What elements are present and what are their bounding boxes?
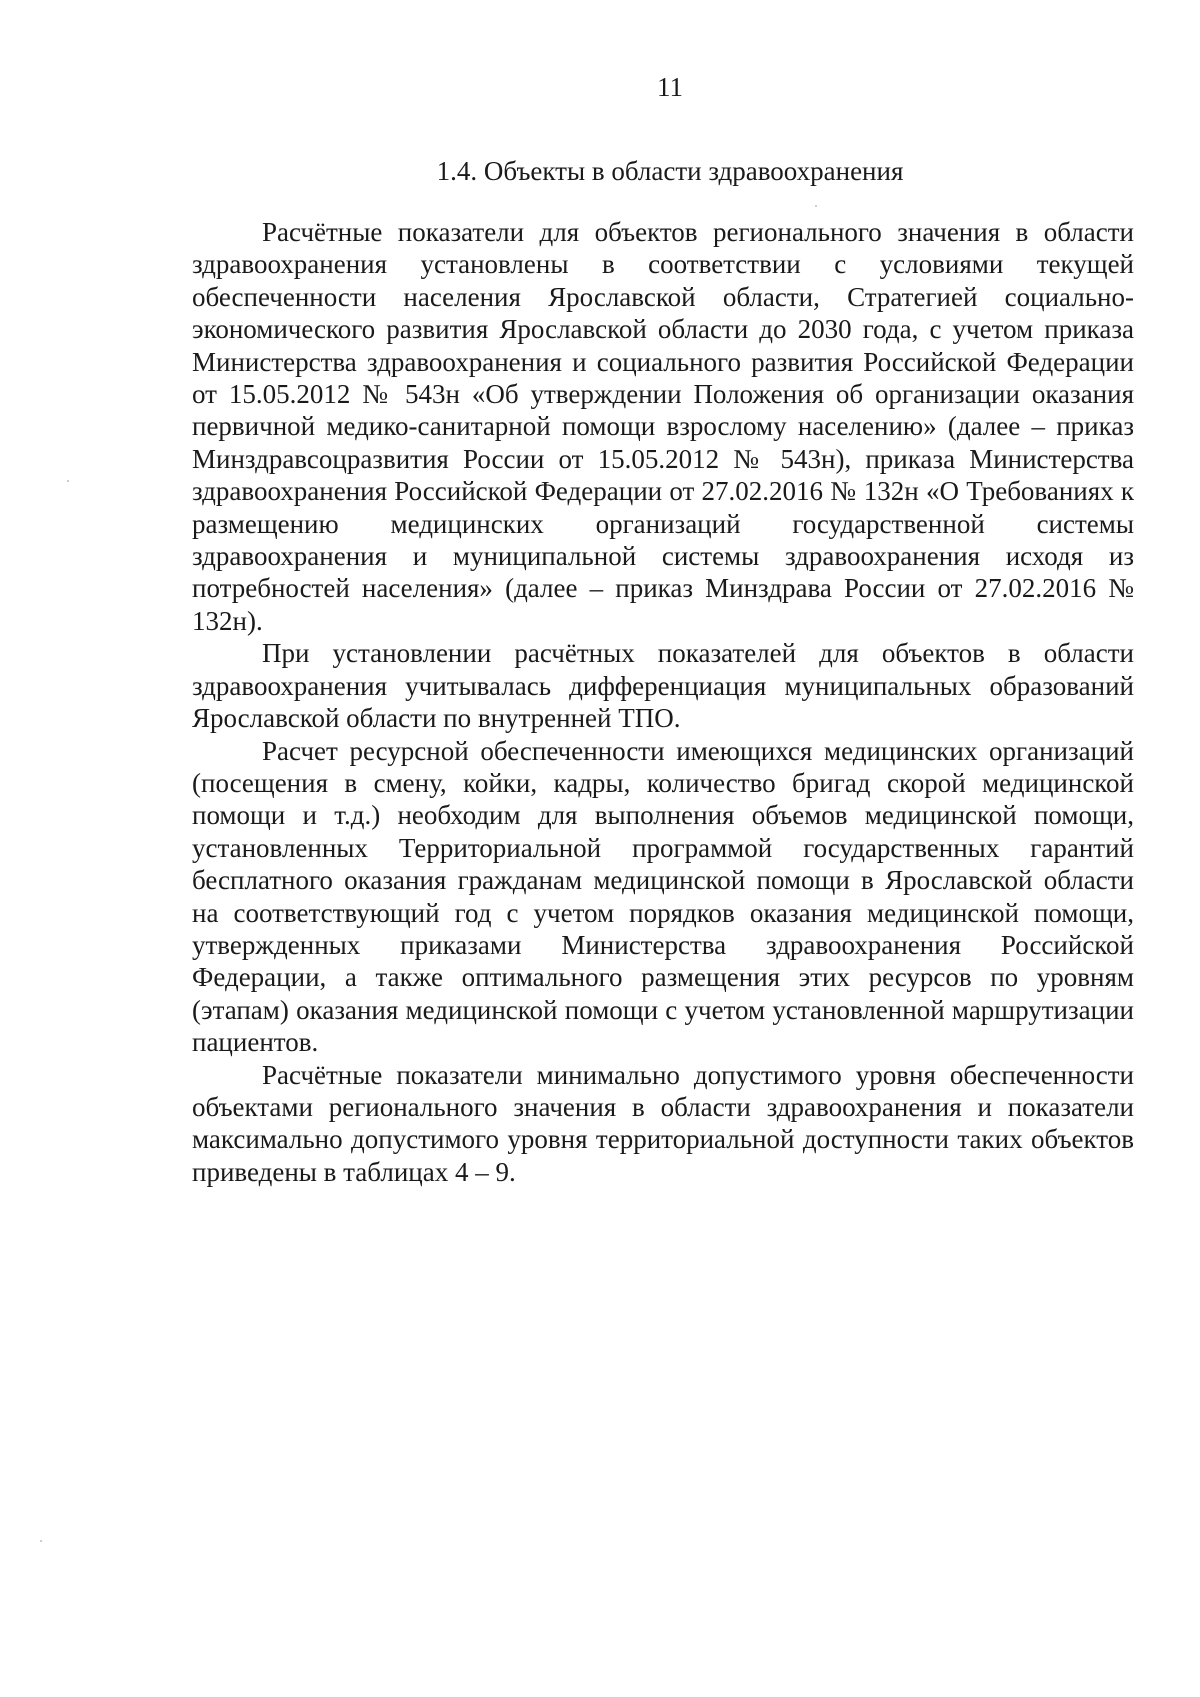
scan-speck — [815, 205, 817, 207]
scan-speck — [40, 1540, 42, 1542]
paragraph-2: При установлении расчётных показателей для объектов в области здравоохранения учитывалась дифференциация муниципальных образований Ярославской области по внутренней ТПО. — [192, 638, 1134, 734]
paragraph-3: Расчет ресурсной обеспеченности имеющихся медицинских организаций (посещения в смену, койки, кадры, количество бригад скорой медицинской помощи и т.д.) необходим для выполнения объемов медицинской помощи, установленных Территориальной программой государственных гарантий бесплатного оказания гражданам медицинской помощи в Ярославской области на соответствующий год с учетом порядков оказания медицинской помощи, утвержденных приказами Министерства здравоохранения Российской Федерации, а также оптимального размещения этих ресурсов по уровням (этапам) оказания медицинской помощи с учетом установленной маршрутизации пациентов. — [192, 735, 1134, 1058]
scan-speck — [67, 480, 69, 482]
body-text — [192, 216, 1134, 1188]
paragraph-4: Расчётные показатели минимально допустимого уровня обеспеченности объектами регионального значения в области здравоохранения и показатели максимально допустимого уровня территориальной доступности таких объектов приведены в таблицах 4 – 9. — [192, 1059, 1134, 1187]
section-title: 1.4. Объекты в области здравоохранения — [436, 156, 904, 186]
paragraph-1: Расчётные показатели для объектов регионального значения в области здравоохранения установлены в соответствии с условиями текущей обеспеченности населения Ярославской области, Стратегией социально-экономического развития Ярославской области до 2030 года, с учетом приказа Министерства здравоохранения и социального развития Российской Федерации от 15.05.2012 № 543н «Об утверждении Положения об организации оказания первичной медико-санитарной помощи взрослому населению» (далее – приказ Минздравсоцразвития России от 15.05.2012 № 543н), приказа Министерства здравоохранения Российской Федерации от 27.02.2016 № 132н «О Требованиях к размещению медицинских организаций государственной системы здравоохранения и муниципальной системы здравоохранения исходя из потребностей населения» (далее – приказ Минздрава России от 27.02.2016 № 132н). — [192, 217, 1134, 636]
page-number: 11 — [657, 72, 683, 102]
